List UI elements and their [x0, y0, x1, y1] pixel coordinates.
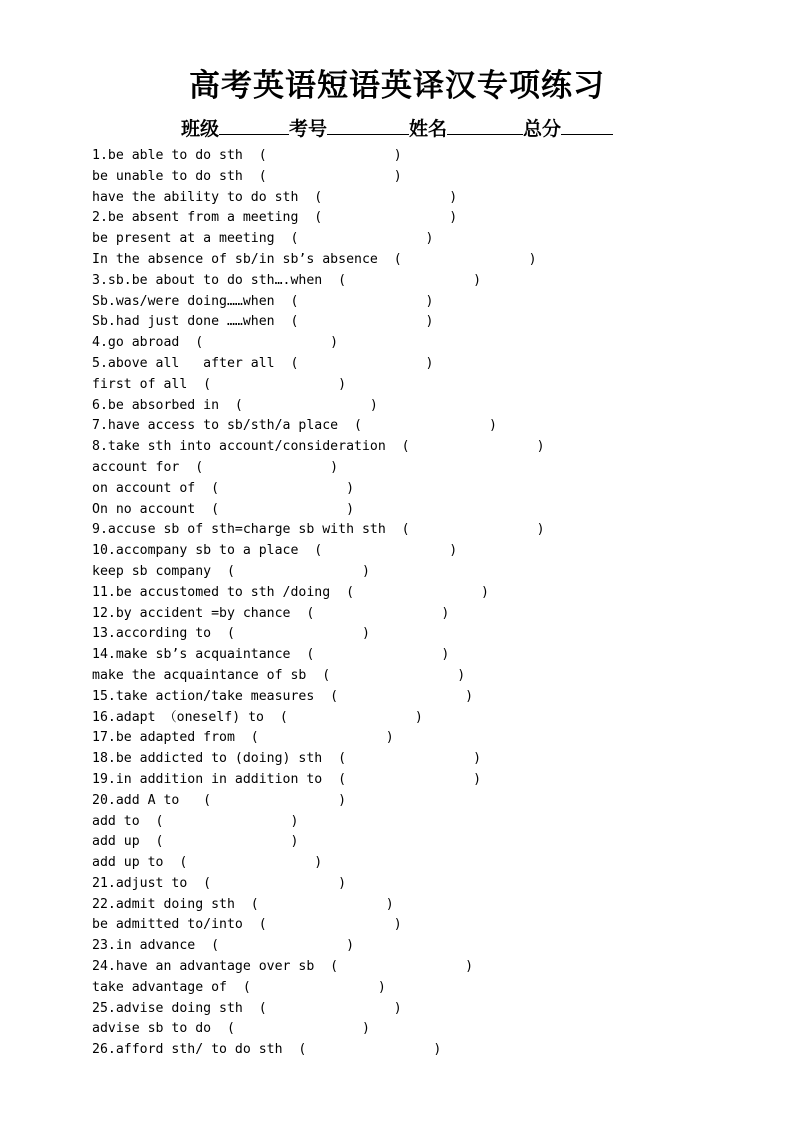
phrase-item: Sb.had just done ……when ( ) [92, 314, 434, 330]
phrase-item: 9.accuse sb of sth=charge sb with sth ( ) [92, 522, 545, 538]
page-title: 高考英语短语英译汉专项练习 [189, 68, 605, 104]
phrase-item: 2.be absent from a meeting ( ) [92, 210, 458, 226]
phrase-item: 15.take action/take measures ( ) [92, 688, 474, 704]
phrase-item: account for ( ) [92, 459, 339, 475]
score-label: 总分 [523, 118, 562, 140]
phrase-item: 26.afford sth/ to do sth ( ) [92, 1042, 442, 1058]
phrase-item: Sb.was/were doing……when ( ) [92, 293, 434, 309]
phrase-item: In the absence of sb/in sb’s absence ( ) [92, 251, 537, 267]
phrase-item: 10.accompany sb to a place ( ) [92, 543, 458, 559]
phrase-item: be admitted to/into ( ) [92, 917, 402, 933]
class-label: 班级 [180, 118, 219, 140]
phrase-item: 25.advise doing sth ( ) [92, 1000, 402, 1016]
phrase-item: take advantage of ( ) [92, 979, 386, 995]
phrase-item: 8.take sth into account/consideration ( ) [92, 439, 545, 455]
phrase-item: 5.above all after all ( ) [92, 355, 434, 371]
phrase-item: add up ( ) [92, 834, 299, 850]
phrase-list [92, 146, 752, 1061]
phrase-item: 11.be accustomed to sth /doing ( ) [92, 584, 489, 600]
phrase-item: first of all ( ) [92, 376, 347, 392]
name-label: 姓名 [409, 118, 448, 140]
phrase-item: 16.adapt （oneself) to ( ) [92, 709, 423, 725]
phrase-item: 24.have an advantage over sb ( ) [92, 959, 474, 975]
phrase-item: 7.have access to sb/sth/a place ( ) [92, 418, 497, 434]
phrase-item: 22.admit doing sth ( ) [92, 896, 394, 912]
phrase-item: 23.in advance ( ) [92, 938, 355, 954]
phrase-item: 13.according to ( ) [92, 626, 370, 642]
phrase-item: 4.go abroad ( ) [92, 335, 339, 351]
phrase-item: make the acquaintance of sb ( ) [92, 667, 466, 683]
phrase-item: 19.in addition in addition to ( ) [92, 771, 482, 787]
phrase-item: keep sb company ( ) [92, 563, 370, 579]
phrase-item: be unable to do sth ( ) [92, 168, 402, 184]
phrase-item: be present at a meeting ( ) [92, 231, 434, 247]
phrase-item: 18.be addicted to (doing) sth ( ) [92, 751, 482, 767]
phrase-item: 20.add A to ( ) [92, 792, 347, 808]
score-blank[interactable] [561, 118, 613, 135]
phrase-item: on account of ( ) [92, 480, 355, 496]
phrase-item: 17.be adapted from ( ) [92, 730, 394, 746]
phrase-item: 12.by accident =by chance ( ) [92, 605, 450, 621]
class-blank[interactable] [219, 118, 289, 135]
number-blank[interactable] [327, 118, 409, 135]
student-info-line [0, 114, 794, 141]
phrase-item: have the ability to do sth ( ) [92, 189, 458, 205]
name-blank[interactable] [447, 118, 523, 135]
phrase-item: On no account ( ) [92, 501, 355, 517]
number-label: 考号 [288, 118, 327, 140]
phrase-item: add to ( ) [92, 813, 299, 829]
phrase-item: advise sb to do ( ) [92, 1021, 370, 1037]
phrase-item: 3.sb.be about to do sth….when ( ) [92, 272, 482, 288]
phrase-item: 6.be absorbed in ( ) [92, 397, 378, 413]
phrase-item: 14.make sb’s acquaintance ( ) [92, 647, 450, 663]
phrase-item: 21.adjust to ( ) [92, 875, 347, 891]
phrase-item: 1.be able to do sth ( ) [92, 148, 402, 163]
phrase-item: add up to ( ) [92, 855, 323, 871]
